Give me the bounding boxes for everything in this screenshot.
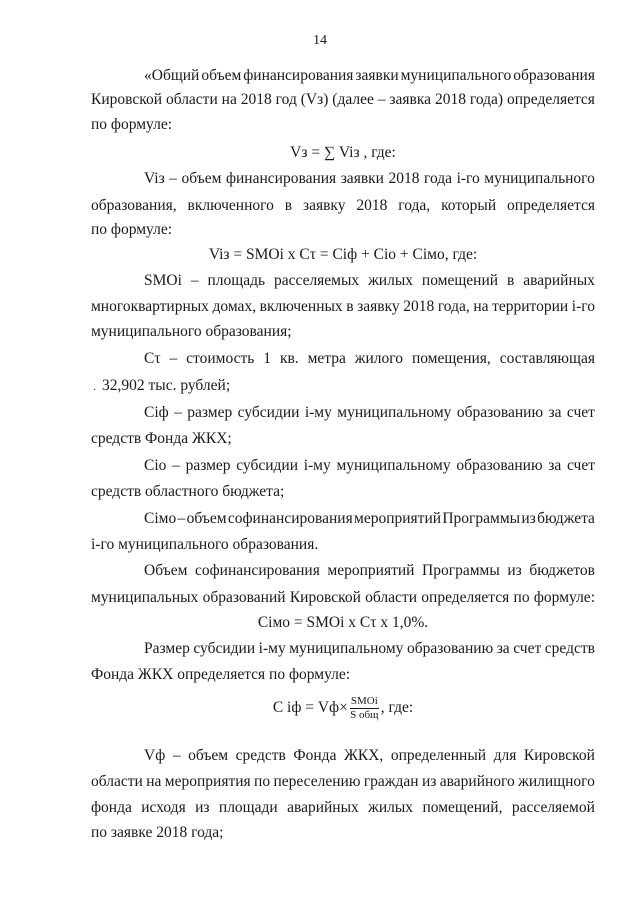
text-line: по заявке 2018 года; — [91, 824, 224, 841]
formula-tail: , где: — [380, 699, 414, 716]
fraction-denominator: S общ — [350, 708, 379, 721]
text-line: Сiф – размер субсидии i-му муниципальному образованию за счет — [144, 404, 595, 421]
text-line: муниципальных образований Кировской области определяется по формуле: — [91, 589, 595, 606]
text-line: Сiо – размер субсидии i-му муниципальному образованию за счет — [144, 457, 595, 474]
text-line: Сτ – стоимость 1 кв. метра жилого помещения, составляющая — [144, 350, 595, 367]
fraction-numerator: SМОi — [350, 694, 378, 707]
text-line: средств областного бюджета; — [91, 483, 285, 500]
text-line: Объем софинансирования мероприятий Программы из бюджетов — [144, 562, 595, 579]
text-line: по формуле: — [91, 116, 173, 133]
formula: Vз = ∑ Viз , где: — [290, 144, 396, 161]
text-line: Vф – объем средств Фонда ЖКХ, определенный для Кировской — [144, 747, 595, 764]
text-line: муниципального образования; — [91, 323, 292, 340]
text-line: «Общий объем финансирования заявки муниципального образования — [144, 67, 595, 84]
text-line: i-го муниципального образования. — [91, 536, 319, 553]
page-number: 14 — [313, 33, 327, 48]
text-line: средств Фонда ЖКХ; — [91, 430, 232, 447]
text-line: по формуле: — [91, 221, 173, 238]
text-line: образования, включенного в заявку 2018 года, который определяется — [91, 197, 595, 214]
formula: Сiмо = SМОi x Сτ x 1,0%. — [257, 614, 429, 631]
text-line: фонда исходя из площади аварийных жилых помещений, расселяемой — [91, 799, 595, 816]
formula-left: С iф = Vф× — [272, 699, 348, 716]
text-line: 32,902 тыс. рублей; — [102, 377, 231, 394]
text-line: многоквартирных домах, включенных в заявку 2018 года, на территории i-го — [91, 298, 595, 315]
fraction — [350, 695, 379, 722]
text-line: SМОi – площадь расселяемых жилых помещений в аварийных — [144, 272, 595, 289]
scan-speck: · — [93, 385, 97, 396]
fraction-formula — [91, 693, 595, 723]
text-line: Viз – объем финансирования заявки 2018 года i-го муниципального — [144, 170, 595, 187]
text-line: Кировской области на 2018 год (Vз) (далее – заявка 2018 года) определяется — [91, 91, 595, 108]
text-line: Сiмо – объем софинансирования мероприятий Программы из бюджета — [144, 510, 595, 527]
text-line: области на мероприятия по переселению граждан из аварийного жилищного — [91, 773, 595, 790]
text-line: Фонда ЖКХ определяется по формуле: — [91, 666, 351, 683]
formula: Viз = SМОi x Сτ = Сiф + Сiо + Сiмо, где: — [208, 246, 478, 263]
text-line: Размер субсидии i-му муниципальному образованию за счет средств — [144, 640, 595, 657]
